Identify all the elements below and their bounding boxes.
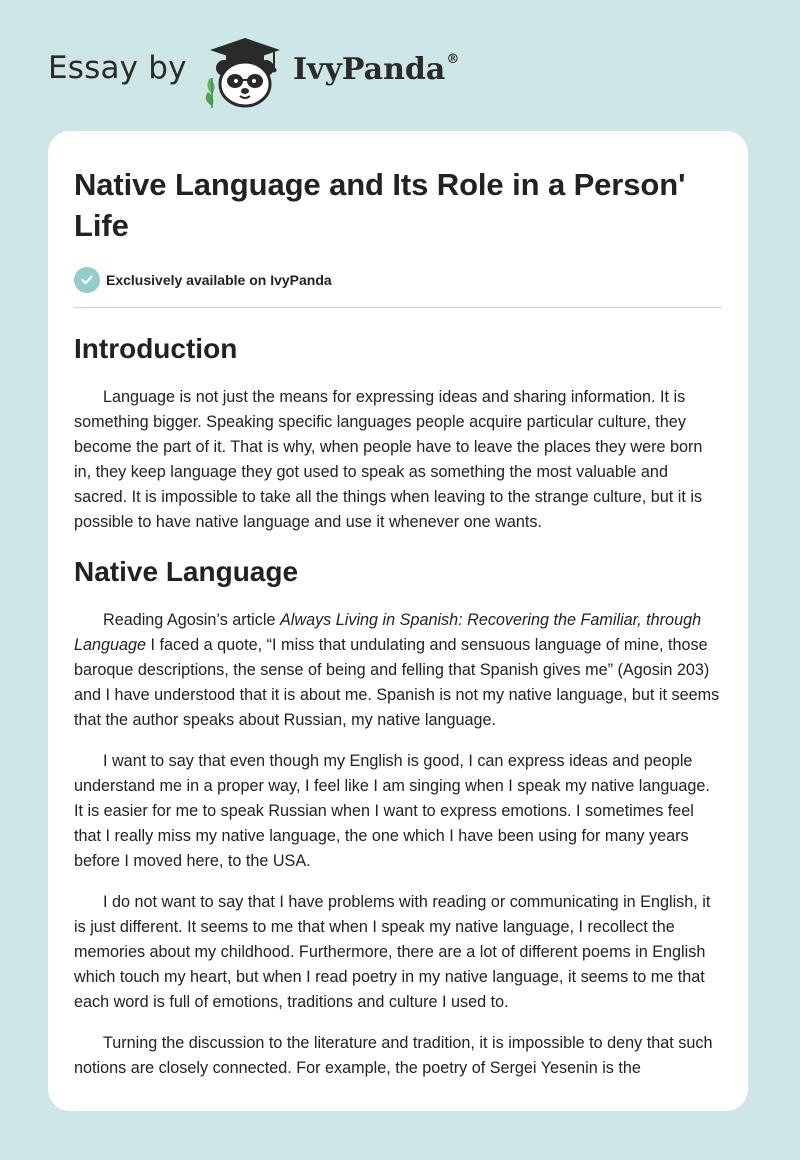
section-heading-native-language: Native Language bbox=[74, 556, 299, 587]
ivypanda-logo-text[interactable] bbox=[293, 52, 459, 87]
logo-name: IvyPanda bbox=[293, 52, 446, 87]
native-language-body bbox=[74, 608, 722, 1081]
introduction-body bbox=[74, 385, 722, 535]
site-header bbox=[0, 0, 800, 130]
article-title-italic: Always Living in Spanish: Recovering the Familiar, through Language bbox=[74, 611, 702, 654]
section-heading-introduction: Introduction bbox=[74, 333, 238, 364]
essay-by-label: Essay by bbox=[48, 50, 187, 86]
paragraph: I do not want to say that I have problems with reading or communicating in English, it is just different. It seems to me that when I speak my native language, I recollect the memories about my childhood. Furthermore, there are a lot of different poems in English which touch my heart, but when I read poetry in my native language, it seems to me that each word is full of emotions, traditions and culture I used to. bbox=[74, 893, 711, 1011]
paragraph: I want to say that even though my English is good, I can express ideas and people understand me in a proper way, I feel like I am singing when I speak my native language. It is easier for me to speak Russian when I want to express emotions. I sometimes feel that I really miss my native language, the one which I have been using for many years before I moved here, to the USA. bbox=[74, 752, 710, 870]
essay-card bbox=[48, 131, 748, 1111]
registered-mark: ® bbox=[446, 52, 460, 67]
essay-title: Native Language and Its Role in a Person' Life bbox=[74, 167, 686, 243]
paragraph-text: Reading Agosin’s article bbox=[103, 611, 280, 629]
paragraph: Turning the discussion to the literature and tradition, it is impossible to deny that such notions are closely connected. For example, the poetry of Sergei Yesenin is the bbox=[74, 1034, 713, 1077]
exclusive-badge bbox=[74, 266, 722, 294]
check-circle-icon bbox=[74, 267, 100, 293]
divider bbox=[74, 307, 722, 308]
panda-graduate-logo-icon[interactable] bbox=[200, 34, 290, 110]
badge-label: Exclusively available on IvyPanda bbox=[106, 272, 332, 288]
paragraph bbox=[74, 608, 722, 733]
paragraph-text: I faced a quote, “I miss that undulating and sensuous language of mine, those baroque descriptions, the sense of being and felling that Spanish gives me” (Agosin 203) and I have understood that it is about me. Spanish is not my native language, but it seems that the author speaks about Russian, my native language. bbox=[74, 636, 720, 729]
paragraph: Language is not just the means for expressing ideas and sharing information. It is something bigger. Speaking specific languages people acquire particular culture, they become the part of it. That is why, when people have to leave the places they were born in, they keep language they got used to speak as something the most valuable and sacred. It is impossible to take all the things when leaving to the strange culture, but it is possible to have native language and use it whenever one wants. bbox=[74, 388, 703, 531]
